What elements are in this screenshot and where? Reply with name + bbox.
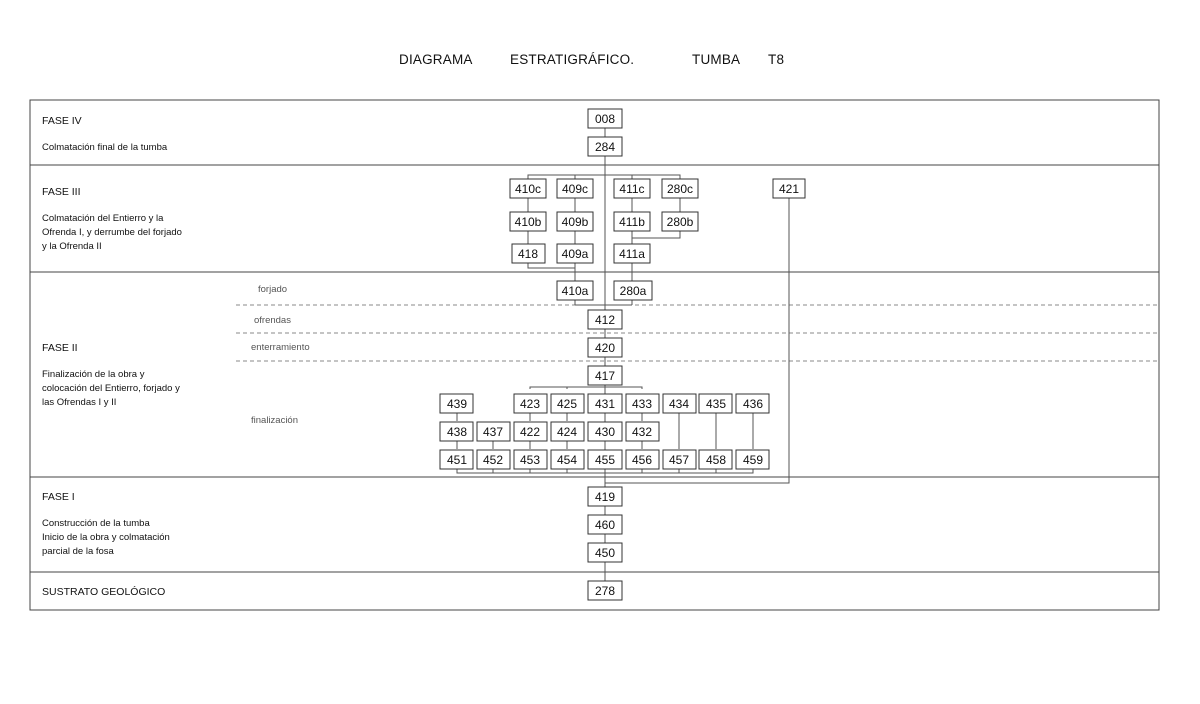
fase-ii-title: FASE II xyxy=(42,342,78,354)
unit-409b[interactable] xyxy=(557,212,593,231)
phase-labels xyxy=(42,115,310,598)
unit-437[interactable] xyxy=(477,422,510,441)
fase-i-title: FASE I xyxy=(42,491,75,503)
unit-434[interactable] xyxy=(663,394,696,413)
svg-text:278: 278 xyxy=(594,584,616,598)
svg-text:280b: 280b xyxy=(666,215,694,229)
fase-iii-desc-line3: y la Ofrenda II xyxy=(42,241,102,252)
fase-ii-desc-line3: las Ofrendas I y II xyxy=(42,397,117,408)
svg-text:419: 419 xyxy=(594,490,616,504)
svg-text:459: 459 xyxy=(742,453,764,467)
unit-008[interactable] xyxy=(588,109,622,128)
svg-text:411c: 411c xyxy=(619,182,645,196)
svg-text:452: 452 xyxy=(482,453,504,467)
svg-text:410a: 410a xyxy=(561,284,589,298)
diagram-title xyxy=(399,52,784,67)
connector xyxy=(528,263,575,268)
unit-411c[interactable] xyxy=(614,179,650,198)
unit-419[interactable] xyxy=(588,487,622,506)
sublabel-forjado: forjado xyxy=(258,284,288,295)
unit-423[interactable] xyxy=(514,394,547,413)
svg-text:456: 456 xyxy=(631,453,653,467)
unit-435[interactable] xyxy=(699,394,732,413)
sustrato-title: SUSTRATO GEOLÓGICO xyxy=(42,586,166,598)
svg-text:411b: 411b xyxy=(619,215,645,229)
unit-280a[interactable] xyxy=(614,281,652,300)
unit-430[interactable] xyxy=(588,422,622,441)
unit-439[interactable] xyxy=(440,394,473,413)
unit-411a[interactable] xyxy=(614,244,650,263)
unit-411b[interactable] xyxy=(614,212,650,231)
svg-text:422: 422 xyxy=(519,425,541,439)
svg-text:458: 458 xyxy=(705,453,727,467)
svg-text:280a: 280a xyxy=(619,284,647,298)
unit-431[interactable] xyxy=(588,394,622,413)
title-tumba: TUMBA xyxy=(692,52,741,67)
svg-text:455: 455 xyxy=(594,453,616,467)
svg-text:421: 421 xyxy=(778,182,800,196)
unit-436[interactable] xyxy=(736,394,769,413)
connector xyxy=(530,387,642,389)
svg-text:280c: 280c xyxy=(666,182,694,196)
fase-ii-desc-line2: colocación del Entierro, forjado y xyxy=(42,383,180,394)
svg-text:411a: 411a xyxy=(619,247,645,261)
fase-i-desc-line2: Inicio de la obra y colmatación xyxy=(42,532,170,543)
sublabel-finalizacion: finalización xyxy=(251,415,298,426)
fase-i-desc-line1: Construcción de la tumba xyxy=(42,518,150,529)
unit-455[interactable] xyxy=(588,450,622,469)
svg-text:412: 412 xyxy=(594,313,616,327)
svg-text:424: 424 xyxy=(556,425,578,439)
svg-text:425: 425 xyxy=(556,397,578,411)
svg-text:430: 430 xyxy=(594,425,616,439)
svg-text:409c: 409c xyxy=(561,182,589,196)
fase-i-desc-line3: parcial de la fosa xyxy=(42,546,114,557)
unit-458[interactable] xyxy=(699,450,732,469)
unit-410a[interactable] xyxy=(557,281,593,300)
unit-421[interactable] xyxy=(773,179,805,198)
unit-425[interactable] xyxy=(551,394,584,413)
unit-424[interactable] xyxy=(551,422,584,441)
unit-280c[interactable] xyxy=(662,179,698,198)
unit-410c[interactable] xyxy=(510,179,546,198)
unit-454[interactable] xyxy=(551,450,584,469)
svg-text:451: 451 xyxy=(446,453,468,467)
unit-278[interactable] xyxy=(588,581,622,600)
svg-text:433: 433 xyxy=(631,397,653,411)
svg-text:453: 453 xyxy=(519,453,541,467)
connector xyxy=(632,231,680,238)
unit-460[interactable] xyxy=(588,515,622,534)
svg-text:431: 431 xyxy=(594,397,616,411)
unit-boxes xyxy=(440,109,805,600)
svg-text:409a: 409a xyxy=(561,247,589,261)
unit-410b[interactable] xyxy=(510,212,546,231)
svg-text:436: 436 xyxy=(742,397,764,411)
unit-418[interactable] xyxy=(512,244,545,263)
svg-text:284: 284 xyxy=(594,140,616,154)
unit-451[interactable] xyxy=(440,450,473,469)
unit-433[interactable] xyxy=(626,394,659,413)
svg-text:454: 454 xyxy=(556,453,578,467)
unit-453[interactable] xyxy=(514,450,547,469)
unit-422[interactable] xyxy=(514,422,547,441)
band-fase-iii xyxy=(30,165,1159,272)
title-diagrama: DIAGRAMA xyxy=(399,52,473,67)
svg-text:410b: 410b xyxy=(514,215,542,229)
svg-text:437: 437 xyxy=(482,425,504,439)
sublabel-enterramiento: enterramiento xyxy=(251,342,310,353)
svg-text:423: 423 xyxy=(519,397,541,411)
title-t8: T8 xyxy=(768,52,785,67)
fase-iv-title: FASE IV xyxy=(42,115,82,127)
fase-ii-desc-line1: Finalización de la obra y xyxy=(42,369,145,380)
svg-text:457: 457 xyxy=(668,453,690,467)
svg-text:438: 438 xyxy=(446,425,468,439)
svg-text:434: 434 xyxy=(668,397,690,411)
unit-417[interactable] xyxy=(588,366,622,385)
unit-280b[interactable] xyxy=(662,212,698,231)
svg-text:409b: 409b xyxy=(561,215,589,229)
svg-text:418: 418 xyxy=(517,247,539,261)
unit-409a[interactable] xyxy=(557,244,593,263)
unit-409c[interactable] xyxy=(557,179,593,198)
connector xyxy=(528,175,680,179)
svg-text:439: 439 xyxy=(446,397,468,411)
fase-iv-desc-line1: Colmatación final de la tumba xyxy=(42,142,168,153)
svg-text:435: 435 xyxy=(705,397,727,411)
unit-452[interactable] xyxy=(477,450,510,469)
unit-459[interactable] xyxy=(736,450,769,469)
svg-text:410c: 410c xyxy=(514,182,542,196)
unit-456[interactable] xyxy=(626,450,659,469)
svg-text:420: 420 xyxy=(594,341,616,355)
unit-412[interactable] xyxy=(588,310,622,329)
unit-438[interactable] xyxy=(440,422,473,441)
sublabel-ofrendas: ofrendas xyxy=(254,315,291,326)
fase-iii-desc-line2: Ofrenda I, y derrumbe del forjado xyxy=(42,227,182,238)
svg-text:417: 417 xyxy=(594,369,616,383)
svg-text:450: 450 xyxy=(594,546,616,560)
title-estratigrafico: ESTRATIGRÁFICO. xyxy=(510,52,635,67)
fase-iii-title: FASE III xyxy=(42,186,81,198)
svg-text:460: 460 xyxy=(594,518,616,532)
unit-420[interactable] xyxy=(588,338,622,357)
fase-iii-desc-line1: Colmatación del Entierro y la xyxy=(42,213,164,224)
unit-432[interactable] xyxy=(626,422,659,441)
svg-text:432: 432 xyxy=(631,425,653,439)
svg-text:008: 008 xyxy=(594,112,616,126)
unit-450[interactable] xyxy=(588,543,622,562)
unit-457[interactable] xyxy=(663,450,696,469)
unit-284[interactable] xyxy=(588,137,622,156)
